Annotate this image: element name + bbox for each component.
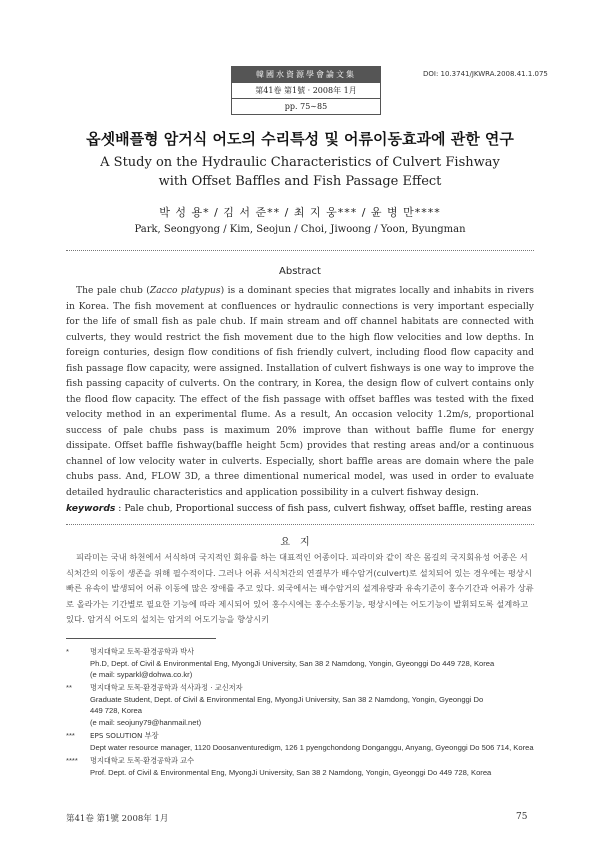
- keywords: [66, 503, 534, 514]
- footer-journal-issue: 第41卷 第1號 2008年 1月: [66, 814, 169, 824]
- footnote-1: [66, 646, 534, 681]
- journal-info-box: [231, 66, 381, 115]
- keywords-label: keywords: [66, 503, 116, 514]
- footer-page-number: 75: [516, 812, 528, 822]
- footnote-affiliation-kr: 명지대학교 토목·환경공학과 박사: [90, 647, 195, 656]
- footnote-email: (e mail: syparkl@dohwa.co.kr): [90, 670, 193, 679]
- footnote-4: [66, 755, 534, 778]
- abstract-text-2: ) is a dominant species that migrates locally and inhabits in rivers in Korea. The fish movement at confluences or hydraulic connections is very important especially for the life of small fish as pale chub. If main stream and off channel habitats are connected with culverts, they would restrict the fish movement due to the high flow velocities and low depths. In foreign conturies, design flow conditions of fish friendly culvert, including flood flow capacity and fish passage flow capacity, were assigned. Installation of culvert fishways is one way to improve the fish passing capacity of culverts. On the contrary, in Korea, the design flow of culvert contains only the flood flow capacity. The effect of the fish passage with offset baffles was tested with the fixed velocity method in an experimental flume. As a result, An occasion velocity 1.2m/s, proportional success of pale chubs pass is maximum 20% improve than without baffle flume for energy dissipate. Offset baffle fishway(baffle height 5cm) provides that resting areas and/or a continuous channel of low velocity water in culverts. Especially, short baffle areas are domain where the pale chubs pass. And, FLOW 3D, a three dimentional numerical model, was used in order to evaluate detailed hydraulic characteristics and application possibility in a culvert fishway design.: [66, 286, 535, 498]
- footnote-affiliation-kr: 명지대학교 토목·환경공학과 교수: [90, 756, 195, 765]
- footnote-mark: *: [66, 647, 69, 656]
- title-english: [0, 153, 600, 191]
- footnote-line: 449 728, Korea: [90, 706, 142, 715]
- footnote-mark: **: [66, 683, 72, 692]
- authors-korean: 박 성 용* / 김 서 준** / 최 지 웅*** / 윤 병 만****: [159, 206, 441, 219]
- footnote-2: [66, 682, 534, 728]
- journal-volume: 第41卷 第1號 · 2008年 1月: [232, 82, 380, 98]
- title-english-line-1: A Study on the Hydraulic Characteristics of Culvert Fishway: [100, 155, 500, 170]
- footnote-line: Graduate Student, Dept. of Civil & Environmental Eng, MyongJi University, San 38 2 Namdong, Yongin, Gyeonggi Do: [90, 694, 484, 704]
- divider-keywords: [66, 524, 534, 525]
- footnote-3: [66, 730, 534, 753]
- korean-abstract-text: 피라미는 국내 하천에서 서식하며 국지적인 회유를 하는 대표적인 어종이다. 피라미와 같이 작은 몸길의 국지회유성 어종은 서식처간의 이동이 생존을 위해 필수적이다. 그러나 어류 서식처간의 연결부가 배수암거(culvert)로 설치되어 있는 경우에는 평상시 빠른 유속이 발생되어 어류 이동에 많은 장애를 주고 있다. 외국에서는 배수암거의 설계유량과 유속기준이 홍수기간과 어류가 상류로 올라가는 기간별로 필요한 기능에 따라 제시되어 있어 홍수시에는 홍수소통기능, 평상시에는 어도기능이 발휘되도록 설계하고 있다. 암거식 어도의 설치는 암거의 어도기능을 향상시키: [66, 552, 534, 624]
- journal-pages: pp. 75∼85: [232, 98, 380, 114]
- title-english-line-2: with Offset Baffles and Fish Passage Effect: [158, 174, 442, 189]
- footnote-email: (e mail: seojuny79@hanmail.net): [90, 717, 202, 727]
- footnote-line: Dept water resource manager, 1120 Doosanventuredigm, 126 1 pyengchondong Donganggu, Anyang, Gyeonggi Do 506 714, Korea: [90, 742, 534, 752]
- footnote-mark: ****: [66, 756, 78, 765]
- footnote-line: Ph.D, Dept. of Civil & Environmental Eng, MyongJi University, San 38 2 Namdong, Yongin, Gyeonggi Do 449 728, Korea: [90, 658, 495, 668]
- korean-abstract-body: [66, 550, 534, 628]
- korean-abstract-heading: 요지: [280, 537, 320, 548]
- abstract-body: [66, 284, 534, 501]
- abstract-species: Zacco platypus: [149, 286, 221, 296]
- footnote-affiliation-kr: EPS SOLUTION 부장: [90, 731, 159, 740]
- footnote-rule: [66, 638, 216, 639]
- footnote-mark: ***: [66, 731, 75, 740]
- divider-top: [66, 250, 534, 251]
- title-korean: 옵셋배플형 암거식 어도의 수리특성 및 어류이동효과에 관한 연구: [86, 130, 514, 148]
- footnote-affiliation-kr: 명지대학교 토목·환경공학과 석사과정 · 교신저자: [90, 683, 243, 692]
- keywords-text: : Pale chub, Proportional success of fish pass, culvert fishway, offset baffle, resting areas: [115, 503, 532, 514]
- abstract-text-1: The pale chub (: [76, 286, 150, 296]
- abstract-heading: Abstract: [279, 266, 321, 277]
- doi[interactable]: DOI: 10.3741/JKWRA.2008.41.1.075: [423, 70, 548, 78]
- journal-name: 韓國水資源學會論文集: [232, 67, 380, 82]
- footnote-line: Prof. Dept. of Civil & Environmental Eng, MyongJi University, San 38 2 Namdong, Yongin, Gyeonggi Do 449 728, Korea: [90, 767, 492, 777]
- authors-english: Park, Seongyong / Kim, Seojun / Choi, Jiwoong / Yoon, Byungman: [134, 224, 466, 235]
